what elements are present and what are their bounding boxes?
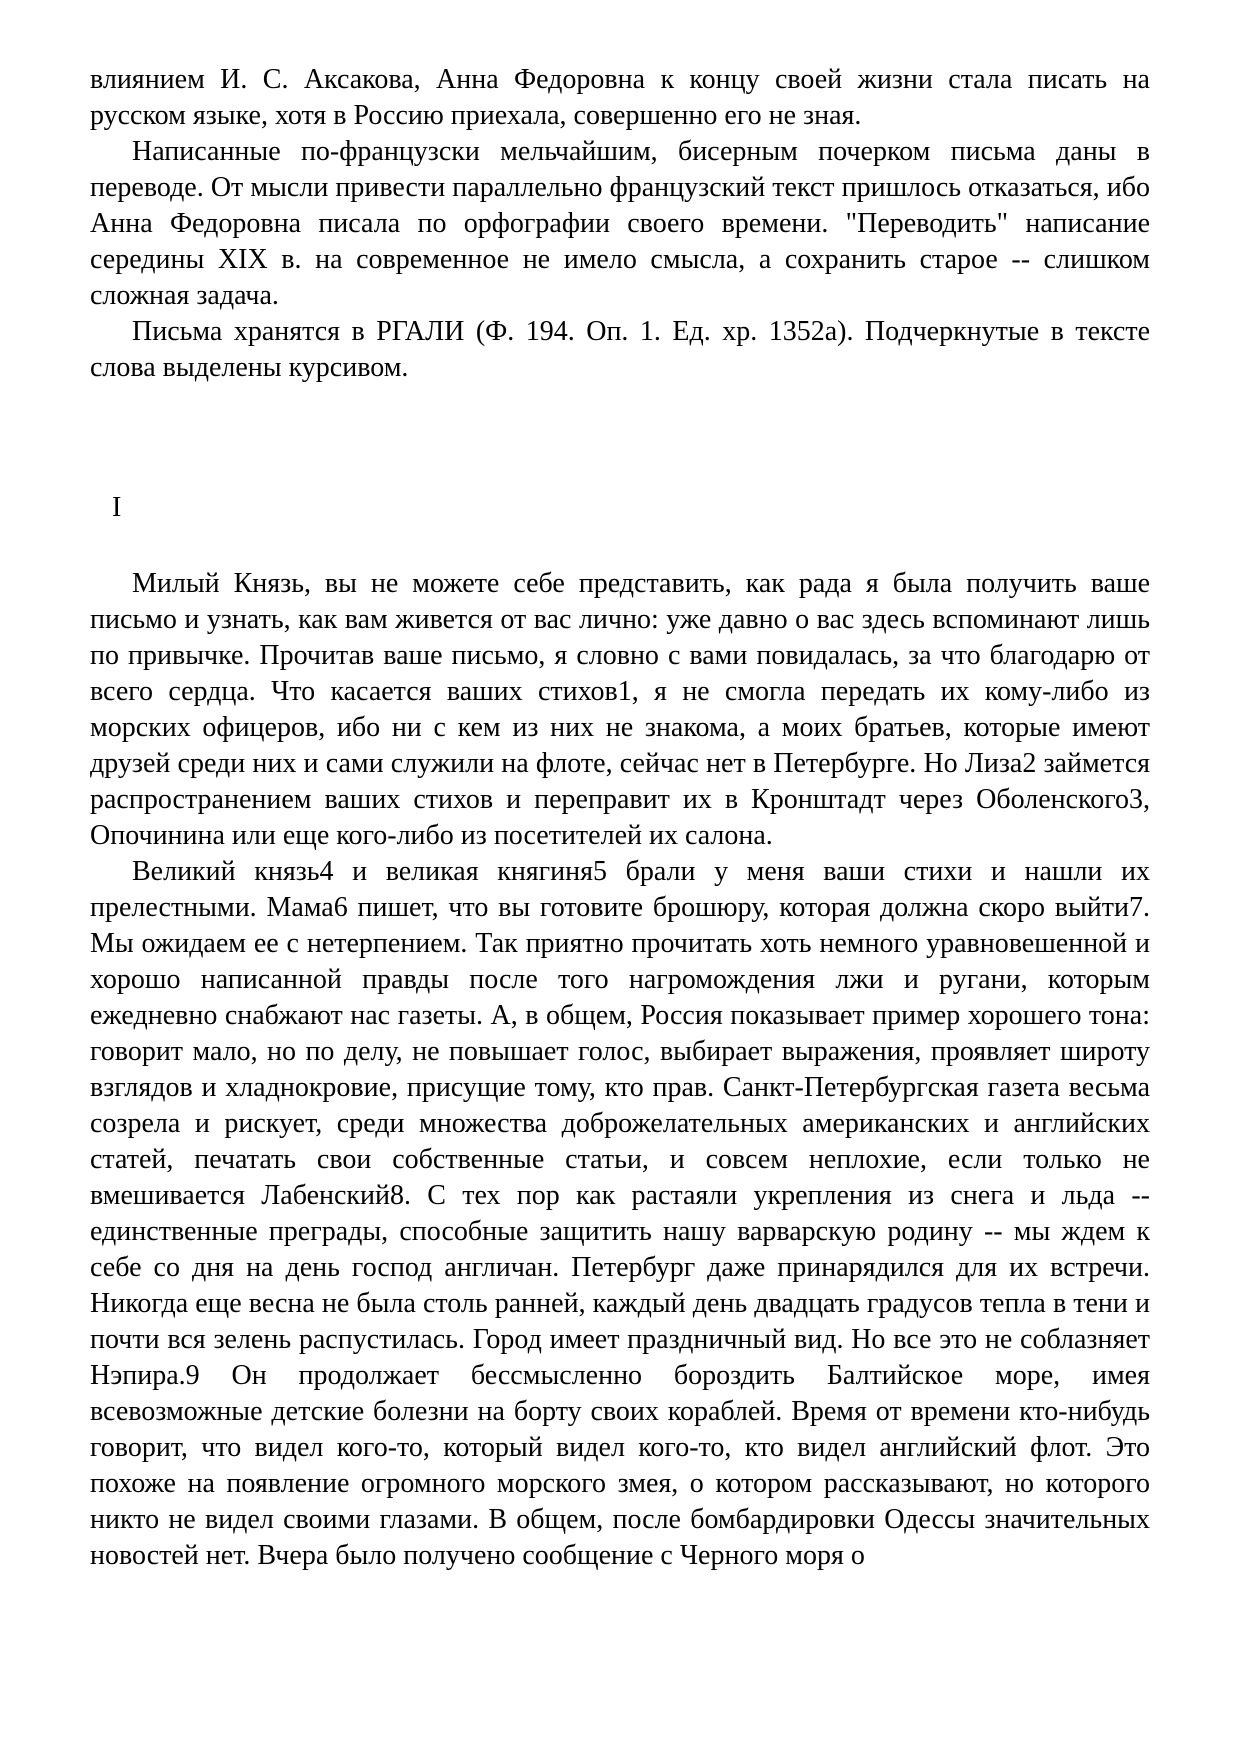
intro-paragraph: влиянием И. С. Аксакова, Анна Федоровна к концу своей жизни стала писать на русском языке, хотя в Россию приехала, совершенно его не зная.	[90, 64, 1150, 131]
intro-paragraph: Написанные по-французски мельчайшим, бисерным почерком письма даны в переводе. От мысли привести параллельно французский текст пришлось отказаться, ибо Анна Федоровна писала по орфографии своего времени. "Переводить" написание середины XIX в. на современное не имело смысла, а сохранить старое -- слишком сложная задача.	[90, 136, 1150, 311]
intro-section	[90, 62, 1150, 386]
intro-paragraph: Письма хранятся в РГАЛИ (Ф. 194. Оп. 1. Ед. хр. 1352а). Подчеркнутые в тексте слова выделены курсивом.	[90, 316, 1150, 383]
letter-paragraph: Великий князь4 и великая княгиня5 брали у меня ваши стихи и нашли их прелестными. Мама6 пишет, что вы готовите брошюру, которая должна скоро выйти7. Мы ожидаем ее с нетерпением. Так приятно прочитать хоть немного уравновешенной и хорошо написанной правды после того нагромождения лжи и ругани, которым ежедневно снабжают нас газеты. А, в общем, Россия показывает пример хорошего тона: говорит мало, но по делу, не повышает голос, выбирает выражения, проявляет широту взглядов и хладнокровие, присущие тому, кто прав. Санкт-Петербургская газета весьма созрела и рискует, среди множества доброжелательных американских и английских статей, печатать свои собственные статьи, и совсем неплохие, если только не вмешивается Лабенский8. С тех пор как растаяли укрепления из снега и льда -- единственные преграды, способные защитить нашу варварскую родину -- мы ждем к себе со дня на день господ англичан. Петербург даже принарядился для их встречи. Никогда еще весна не была столь ранней, каждый день двадцать градусов тепла в тени и почти вся зелень распустилась. Город имеет праздничный вид. Но все это не соблазняет Нэпира.9 Он продолжает бессмысленно бороздить Балтийское море, имея всевозможные детские болезни на борту своих кораблей. Время от времени кто-нибудь говорит, что видел кого-то, который видел кого-то, кто видел английский флот. Это похоже на появление огромного морского змея, о котором рассказывают, но которого никто не видел своими глазами. В общем, после бомбардировки Одессы значительных новостей нет. Вчера было получено сообщение с Черного моря о	[90, 856, 1150, 1571]
letter-section	[90, 566, 1150, 1574]
letter-paragraph: Милый Князь, вы не можете себе представить, как рада я была получить ваше письмо и узнать, как вам живется от вас лично: уже давно о вас здесь вспоминают лишь по привычке. Прочитав ваше письмо, я словно с вами повидалась, за что благодарю от всего сердца. Что касается ваших стихов1, я не смогла передать их кому-либо из морских офицеров, ибо ни с кем из них не знакома, а моих братьев, которые имеют друзей среди них и сами служили на флоте, сейчас нет в Петербурге. Но Лиза2 займется распространением ваших стихов и переправит их в Кронштадт через Оболенского3, Опочинина или еще кого-либо из посетителей их салона.	[90, 568, 1150, 851]
section-heading: I	[112, 492, 122, 523]
